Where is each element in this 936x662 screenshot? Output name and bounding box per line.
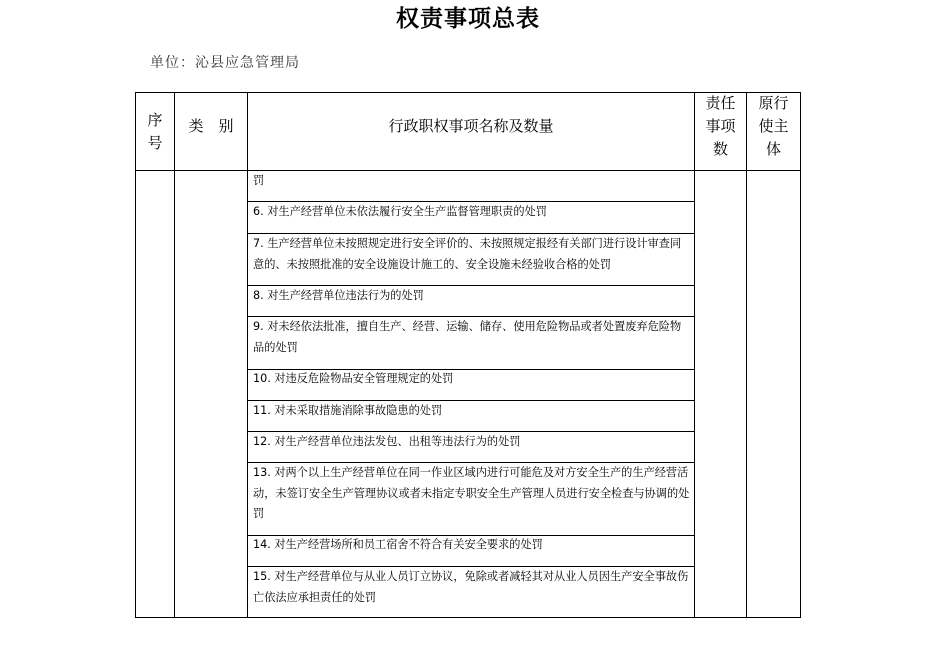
list-item: 13. 对两个以上生产经营单位在同一作业区域内进行可能危及对方安全生产的生产经营活动，未签订安全生产管理协议或者未指定专职安全生产管理人员进行安全检查与协调的处罚	[253, 466, 690, 520]
column-divider-count	[746, 93, 747, 617]
header-subject	[747, 87, 800, 165]
header-count	[695, 87, 746, 165]
document-title: 权责事项总表	[396, 6, 540, 32]
header-count-label: 责任事项数	[705, 93, 736, 158]
header-name-label: 行政职权事项名称及数量	[388, 116, 554, 135]
list-item: 6. 对生产经营单位未依法履行安全生产监督管理职责的处罚	[253, 205, 547, 218]
header-subject-label: 原行使主体	[758, 93, 789, 158]
list-item: 9. 对未经依法批准，擅自生产、经营、运输、储存、使用危险物品或者处置废弃危险物品的处罚	[253, 320, 682, 354]
header-name	[248, 87, 694, 165]
header-category	[175, 87, 247, 165]
column-divider-seq	[174, 93, 175, 617]
list-item: 15. 对生产经营单位与从业人员订立协议，免除或者减轻其对从业人员因生产安全事故伤亡依法应承担责任的处罚	[253, 570, 689, 604]
list-item: 8. 对生产经营单位违法行为的处罚	[253, 289, 424, 302]
list-item: 11. 对未采取措施消除事故隐患的处罚	[253, 404, 443, 417]
header-seq	[136, 93, 174, 171]
header-category-label: 类 别	[188, 116, 234, 135]
duties-table	[135, 92, 801, 618]
header-seq-label: 序号	[147, 111, 163, 152]
column-divider-name	[694, 93, 695, 617]
column-divider-category	[247, 93, 248, 617]
list-item: 14. 对生产经营场所和员工宿舍不符合有关安全要求的处罚	[253, 538, 543, 551]
list-item: 罚	[253, 174, 265, 187]
list-item: 10. 对违反危险物品安全管理规定的处罚	[253, 372, 454, 385]
unit-label: 单位：沁县应急管理局	[150, 55, 300, 71]
list-item: 12. 对生产经营单位违法发包、出租等违法行为的处罚	[253, 435, 521, 448]
list-item: 7. 生产经营单位未按照规定进行安全评价的、未按照规定报经有关部门进行设计审查同意的、未按照批准的安全设施设计施工的、安全设施未经验收合格的处罚	[253, 237, 682, 271]
